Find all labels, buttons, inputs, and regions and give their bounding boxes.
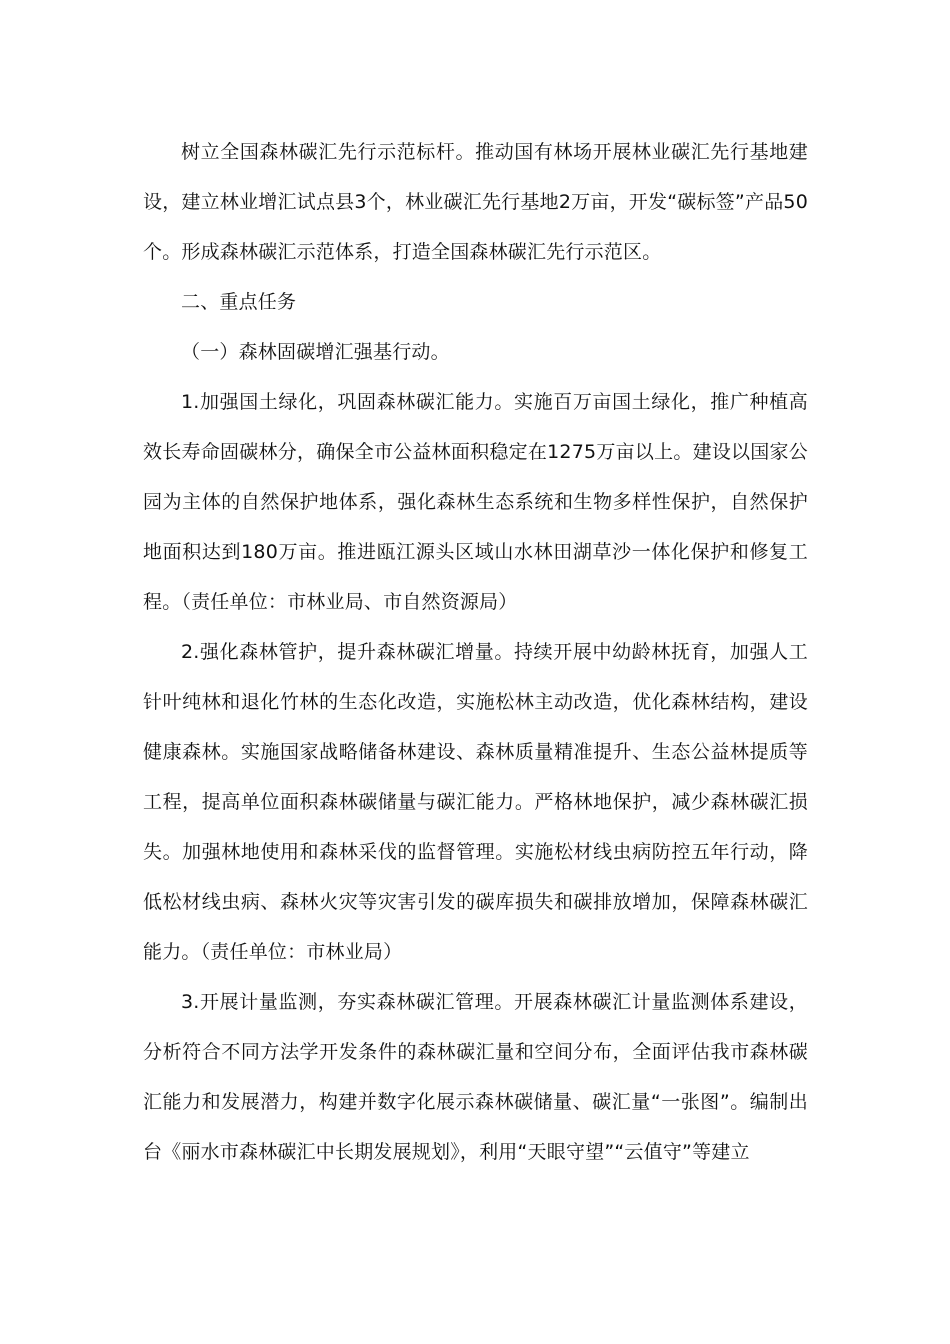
document-body <box>143 127 808 1177</box>
paragraph-demonstration-goal: 树立全国森林碳汇先行示范标杆。推动国有林场开展林业碳汇先行基地建设，建立林业增汇试点县3个，林业碳汇先行基地2万亩，开发“碳标签”产品50个。形成森林碳汇示范体系，打造全国森林碳汇先行示范区。 <box>143 141 808 263</box>
paragraph-task-1: 1.加强国土绿化，巩固森林碳汇能力。实施百万亩国土绿化，推广种植高效长寿命固碳林分，确保全市公益林面积稳定在1275万亩以上。建设以国家公园为主体的自然保护地体系，强化森林生态系统和生物多样性保护，自然保护地面积达到180万亩。推进瓯江源头区域山水林田湖草沙一体化保护和修复工程。（责任单位：市林业局、市自然资源局） <box>143 391 808 613</box>
paragraph-task-2: 2.强化森林管护，提升森林碳汇增量。持续开展中幼龄林抚育，加强人工针叶纯林和退化竹林的生态化改造，实施松林主动改造，优化森林结构，建设健康森林。实施国家战略储备林建设、森林质量精准提升、生态公益林提质等工程，提高单位面积森林碳储量与碳汇能力。严格林地保护，减少森林碳汇损失。加强林地使用和森林采伐的监督管理。实施松材线虫病防控五年行动，降低松材线虫病、森林火灾等灾害引发的碳库损失和碳排放增加，保障森林碳汇能力。（责任单位：市林业局） <box>143 641 808 963</box>
subsection-heading-forest-carbon-action: （一）森林固碳增汇强基行动。 <box>181 341 450 363</box>
section-heading-key-tasks: 二、重点任务 <box>181 291 297 313</box>
paragraph-task-3: 3.开展计量监测，夯实森林碳汇管理。开展森林碳汇计量监测体系建设，分析符合不同方法学开发条件的森林碳汇量和空间分布，全面评估我市森林碳汇能力和发展潜力，构建并数字化展示森林碳储量、碳汇量“一张图”。编制出台《丽水市森林碳汇中长期发展规划》，利用“天眼守望”“云值守”等建立 <box>143 991 808 1163</box>
